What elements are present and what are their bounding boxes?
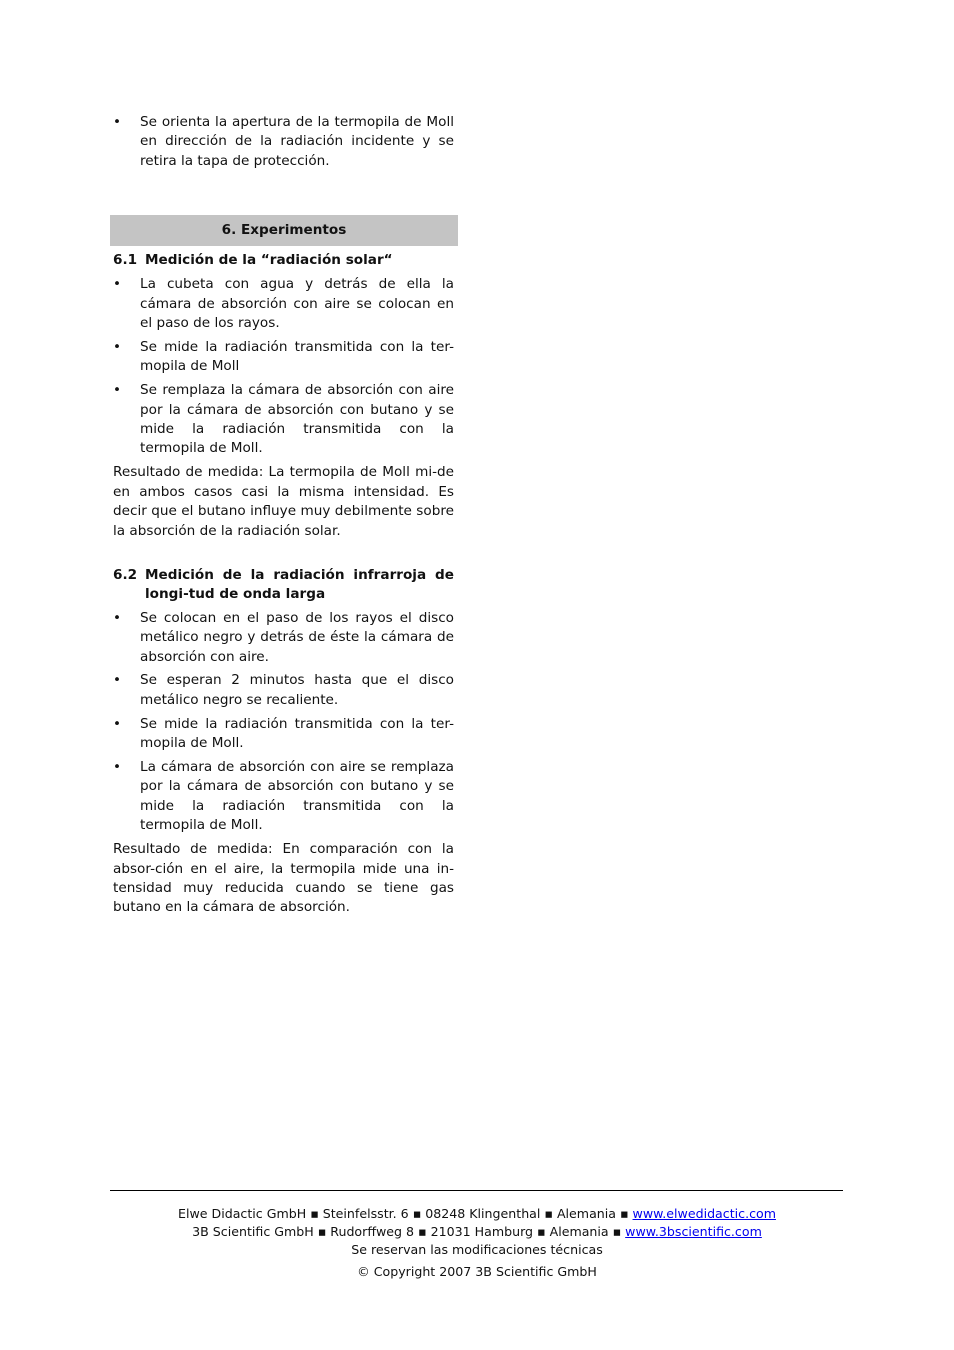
subsection-heading-6-2 — [110, 566, 454, 605]
list-item-text: Se esperan 2 minutos hasta que el disco metálico negro se recaliente. — [140, 672, 454, 708]
result-paragraph: Resultado de medida: En comparación con la absor-ción en el aire, la termopila mide una in-tensidad muy reducida cuando se tiene gas butano en la cámara de absorción. — [113, 841, 454, 916]
subsection-number: 6.1 — [113, 251, 138, 268]
bullet-icon: • — [113, 715, 122, 732]
bullet-icon: • — [113, 114, 122, 130]
bullet-icon: • — [113, 672, 122, 689]
bullet-icon: • — [113, 338, 122, 355]
list-item — [110, 381, 454, 459]
bullet-icon: • — [113, 759, 122, 776]
elwedidactic-link[interactable]: www.elwedidactic.com — [632, 1206, 776, 1221]
list-item — [110, 338, 454, 377]
list-item — [110, 113, 454, 171]
footer-address-3b — [0, 1223, 954, 1241]
bullet-icon: • — [113, 276, 122, 293]
list-item — [110, 715, 454, 754]
left-column — [110, 113, 458, 918]
section-title: 6. Experimentos — [110, 215, 458, 246]
result-paragraph: Resultado de medida: La termopila de Moll mi-de en ambos casos casi la misma intensidad. Es decir que el butano influye muy debilmente sobre la absorción de la radiación solar. — [113, 464, 454, 539]
footer-address-text: Elwe Didactic GmbH ▪ Steinfelsstr. 6 ▪ 08248 Klingenthal ▪ Alemania ▪ — [178, 1206, 633, 1221]
list-item-text: Se remplaza la cámara de absorción con aire por la cámara de absorción con butano y se mide la radiación transmitida con la termopila de Moll. — [140, 382, 454, 457]
footer-divider — [110, 1190, 843, 1191]
list-item-text: Se mide la radiación transmitida con la ter-mopila de Moll. — [140, 715, 454, 752]
footer-address-elwe — [0, 1205, 954, 1223]
bullet-icon: • — [113, 382, 122, 399]
footer-copyright: © Copyright 2007 3B Scientific GmbH — [357, 1264, 597, 1279]
subsection-title: Medición de la radiación infrarroja de longi-tud de onda larga — [145, 566, 454, 603]
subsection-title: Medición de la “radiación solar“ — [145, 251, 393, 268]
subsection-number: 6.2 — [113, 566, 138, 583]
list-item-text: Se mide la radiación transmitida con la ter-mopila de Moll — [140, 338, 454, 375]
list-item — [110, 671, 454, 710]
list-item-text: Se colocan en el paso de los rayos el disco metálico negro y detrás de éste la cámara de absorción con aire. — [140, 609, 454, 665]
footer-address-text: 3B Scientific GmbH ▪ Rudorffweg 8 ▪ 21031 Hamburg ▪ Alemania ▪ — [192, 1224, 626, 1239]
list-item-text: Se orienta la apertura de la termopila de Moll en dirección de la radiación incidente y se retira la tapa de protección. — [140, 114, 454, 169]
list-item — [110, 275, 454, 333]
list-item-text: La cámara de absorción con aire se remplaza por la cámara de absorción con butano y se mide la radiación transmitida con la termopila de Moll. — [140, 759, 454, 834]
list-item — [110, 758, 454, 836]
list-item — [110, 609, 454, 667]
footer-notice: Se reservan las modificaciones técnicas — [351, 1242, 603, 1257]
list-item-text: La cubeta con agua y detrás de ella la cámara de absorción con aire se colocan en el paso de los rayos. — [140, 276, 454, 331]
bullet-icon: • — [113, 609, 122, 626]
3bscientific-link[interactable]: www.3bscientific.com — [625, 1224, 762, 1239]
subsection-heading-6-1 — [110, 251, 454, 270]
